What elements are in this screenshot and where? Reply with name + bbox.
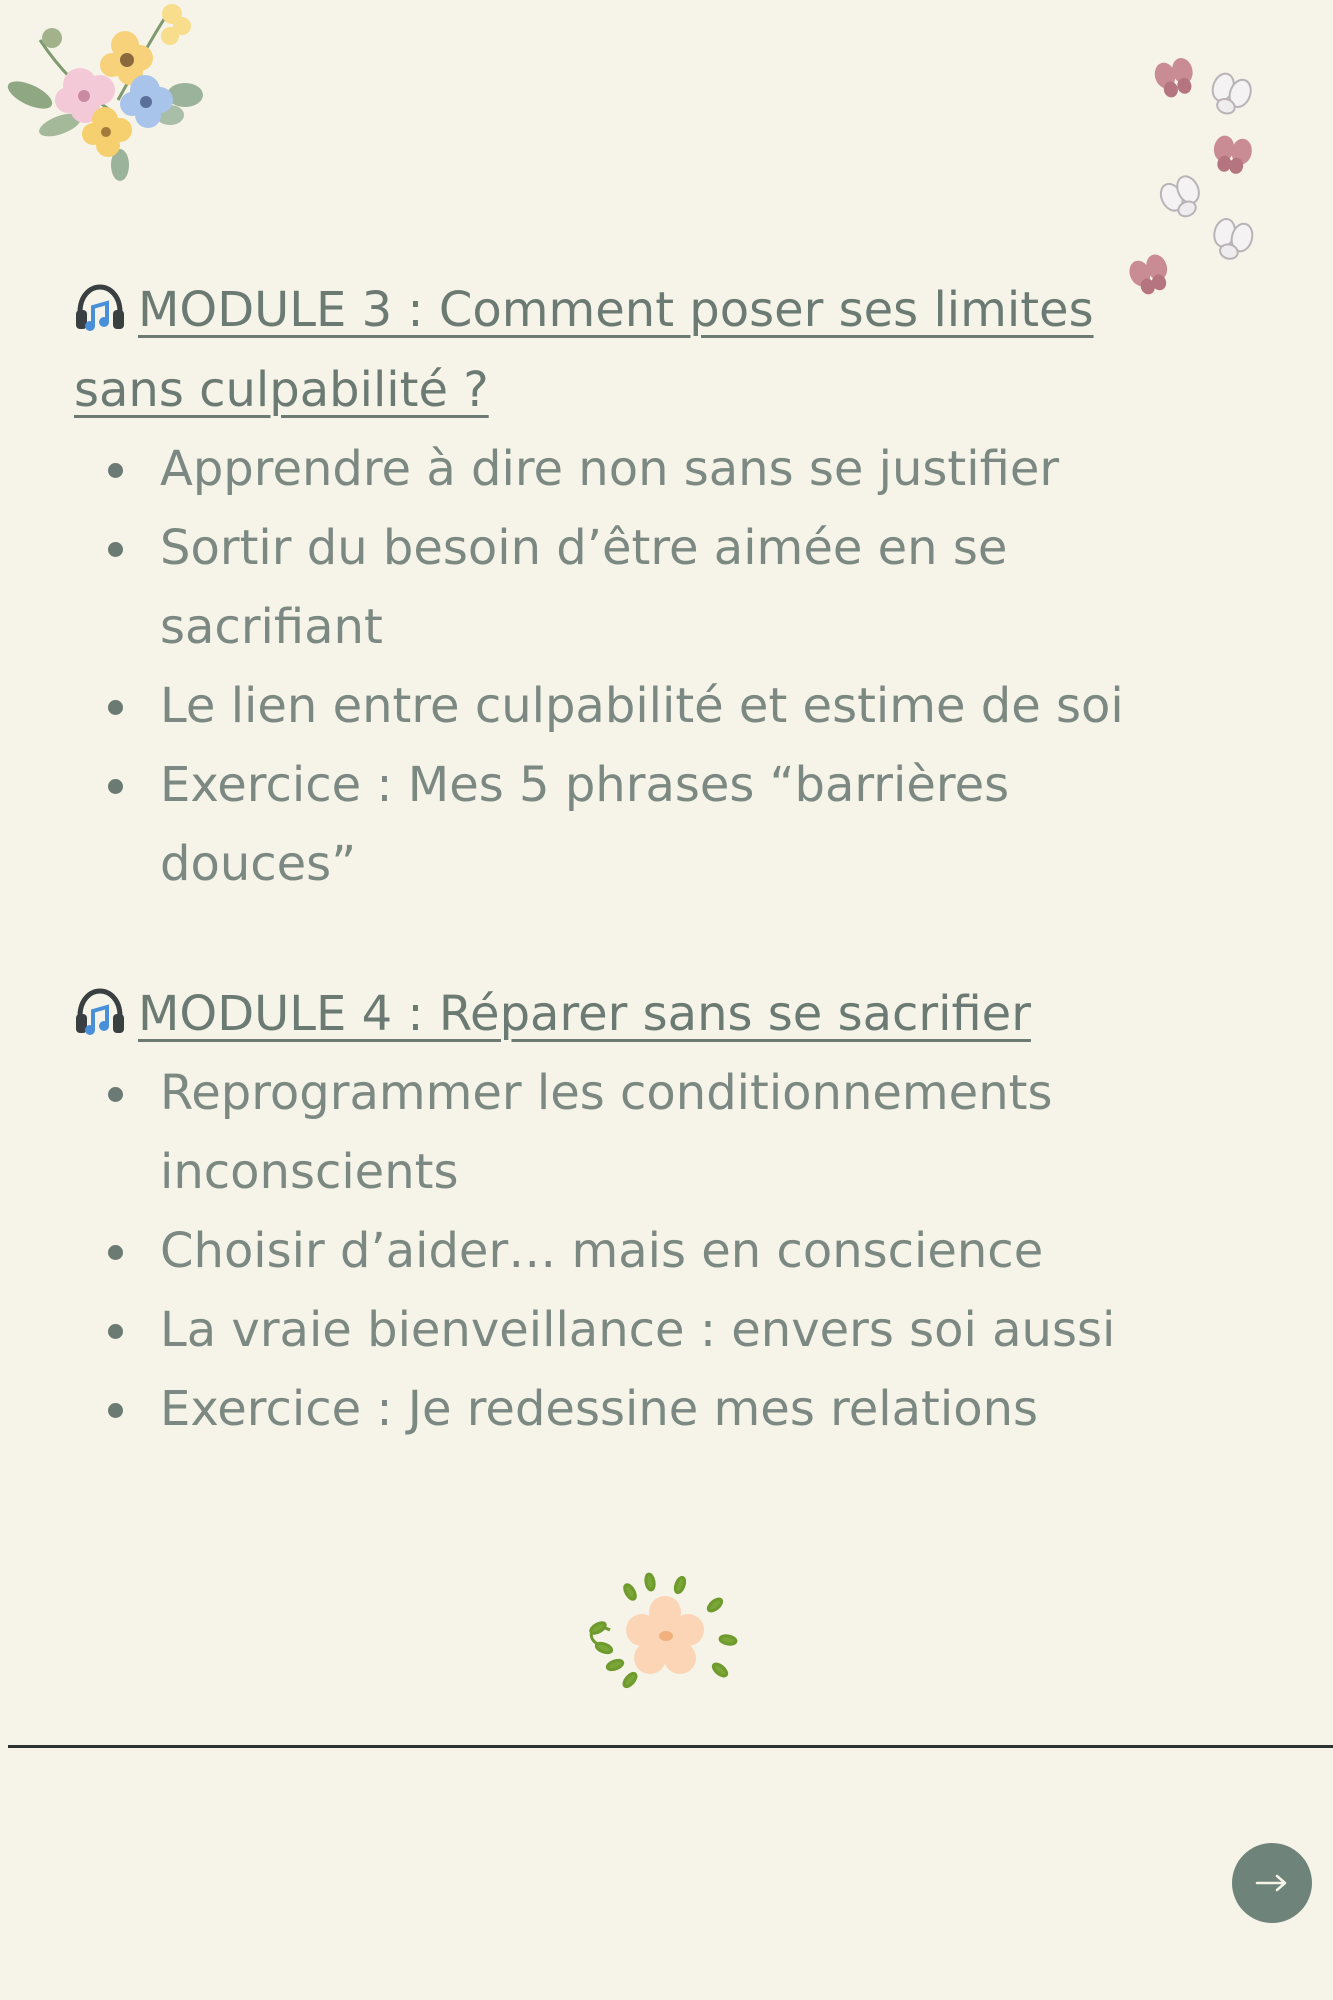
- horizontal-divider: [8, 1745, 1333, 1748]
- module-3-title: MODULE 3 : Comment poser ses limites sans culpabilité ?: [74, 282, 1094, 418]
- list-item: Exercice : Je redessine mes relations: [160, 1370, 1154, 1449]
- module-3-title-link[interactable]: [74, 270, 1154, 430]
- arrow-right-icon: [1255, 1873, 1289, 1893]
- module-4-section: [74, 974, 1154, 1449]
- flower-divider-illustration: [580, 1570, 750, 1700]
- list-item: Apprendre à dire non sans se justifier: [160, 430, 1154, 509]
- list-item: Sortir du besoin d’être aimée en se sacrifiant: [160, 509, 1154, 667]
- module-4-title: MODULE 4 : Réparer sans se sacrifier: [138, 986, 1031, 1042]
- list-item: Reprogrammer les conditionnements inconscients: [160, 1054, 1154, 1212]
- module-4-title-link[interactable]: [74, 974, 1154, 1054]
- module-3-items: [74, 430, 1154, 904]
- list-item: Exercice : Mes 5 phrases “barrières douces”: [160, 746, 1154, 904]
- headphones-icon: [74, 282, 126, 334]
- modules-content: [74, 270, 1154, 1449]
- spacer: [74, 904, 1154, 974]
- list-item: Le lien entre culpabilité et estime de soi: [160, 667, 1154, 746]
- module-3-section: [74, 270, 1154, 904]
- list-item: La vraie bienveillance : envers soi aussi: [160, 1291, 1154, 1370]
- headphones-icon: [74, 986, 126, 1038]
- flower-bouquet-illustration: [0, 0, 240, 190]
- list-item: Choisir d’aider… mais en conscience: [160, 1212, 1154, 1291]
- next-page-button[interactable]: [1232, 1843, 1312, 1923]
- module-4-items: [74, 1054, 1154, 1449]
